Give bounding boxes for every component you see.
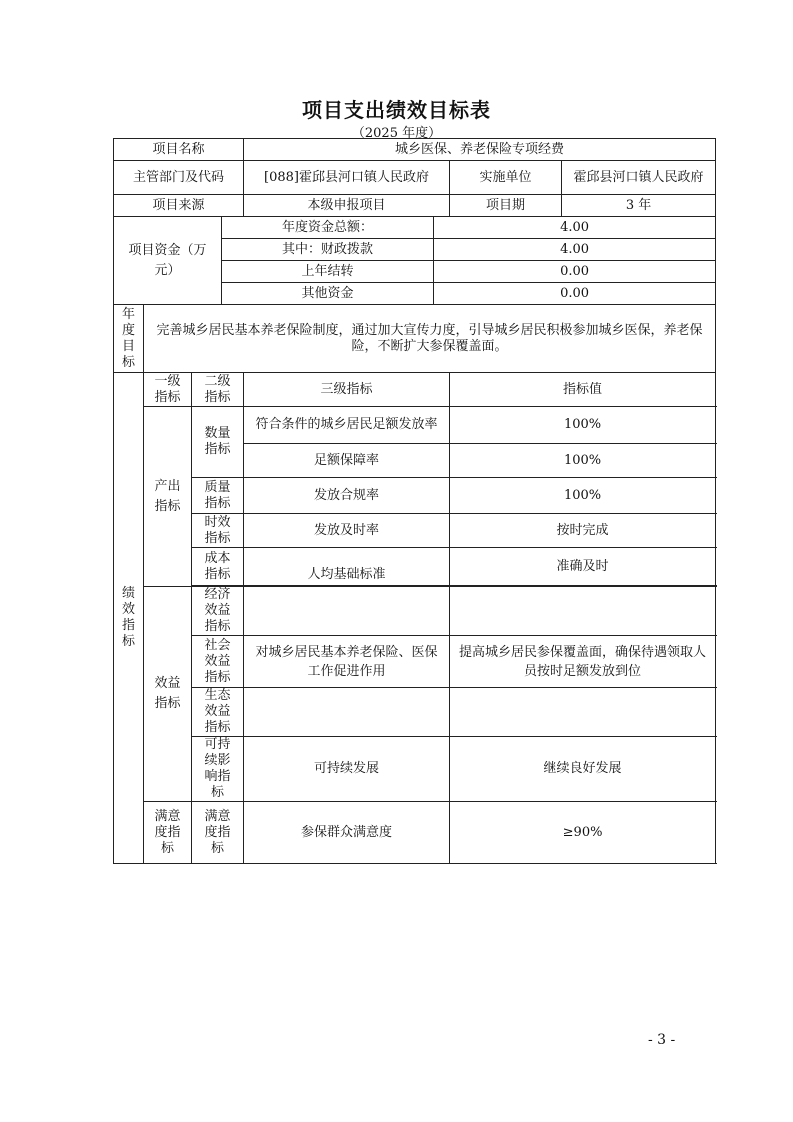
project-source-value: 本级申报项目 (244, 195, 450, 217)
annual-goal-label: 年度目标 (114, 305, 144, 373)
page-title: 项目支出绩效目标表 (302, 98, 491, 122)
economic-value (450, 587, 716, 636)
year-subtitle: （2025 年度） (351, 126, 442, 141)
funds-total-value: 4.00 (434, 217, 716, 239)
funds-carryover-label: 上年结转 (222, 261, 434, 283)
project-period-label: 项目期 (450, 195, 562, 217)
quantity-item-1-name: 符合条件的城乡居民足额发放率 (244, 407, 450, 444)
quality-name: 发放合规率 (244, 478, 450, 514)
project-name-value: 城乡医保、养老保险专项经费 (244, 139, 716, 161)
implementing-unit-value: 霍邱县河口镇人民政府 (562, 161, 716, 195)
department-label: 主管部门及代码 (114, 161, 244, 195)
page-number: - 3 - (648, 1032, 676, 1048)
project-period-value: 3 年 (562, 195, 716, 217)
social-indicator-label: 社会效益指标 (192, 636, 244, 688)
performance-target-table (113, 138, 716, 864)
department-value: [088]霍邱县河口镇人民政府 (244, 161, 450, 195)
quality-indicator-label: 质量指标 (192, 478, 244, 514)
funds-total-label: 年度资金总额： (222, 217, 434, 239)
header-level2: 二级指标 (192, 373, 244, 407)
annual-goal-text: 完善城乡居民基本养老保险制度，通过加大宣传力度，引导城乡居民积极参加城乡医保，养老保险，不断扩大参保覆盖面。 (144, 305, 716, 373)
header-level1: 一级指标 (144, 373, 192, 407)
ecological-indicator-label: 生态效益指标 (192, 688, 244, 737)
social-value: 提高城乡居民参保覆盖面，确保待遇领取人员按时足额发放到位 (450, 636, 716, 688)
header-level3: 三级指标 (244, 373, 450, 407)
implementing-unit-label: 实施单位 (450, 161, 562, 195)
funds-fiscal-label: 其中：财政拨款 (222, 239, 434, 261)
funds-fiscal-value: 4.00 (434, 239, 716, 261)
satisfaction-sub-label: 满意度指标 (192, 802, 244, 864)
quantity-item-2-name: 足额保障率 (244, 444, 450, 478)
output-indicator-label: 产出指标 (144, 407, 192, 587)
timeliness-name: 发放及时率 (244, 514, 450, 548)
satisfaction-name: 参保群众满意度 (244, 802, 450, 864)
benefit-indicator-label: 效益指标 (144, 587, 192, 802)
sustainable-name: 可持续发展 (244, 737, 450, 802)
funds-other-label: 其他资金 (222, 283, 434, 305)
funds-label: 项目资金（万元） (114, 217, 222, 305)
funds-other-value: 0.00 (434, 283, 716, 305)
sustainable-indicator-label: 可持续影响指标 (192, 737, 244, 802)
social-name: 对城乡居民基本养老保险、医保工作促进作用 (244, 636, 450, 688)
economic-name (244, 587, 450, 636)
sustainable-value: 继续良好发展 (450, 737, 716, 802)
indicators-label: 绩效指标 (114, 373, 144, 864)
satisfaction-indicator-label: 满意度指标 (144, 802, 192, 864)
funds-carryover-value: 0.00 (434, 261, 716, 283)
quality-value: 100% (450, 478, 716, 514)
project-source-label: 项目来源 (114, 195, 244, 217)
cost-name: 人均基础标准 (244, 548, 450, 586)
quantity-item-1-value: 100% (450, 407, 716, 444)
project-name-label: 项目名称 (114, 139, 244, 161)
quantity-indicator-label: 数量指标 (192, 407, 244, 478)
cost-value: 准确及时 (450, 548, 716, 586)
timeliness-value: 按时完成 (450, 514, 716, 548)
ecological-name (244, 688, 450, 737)
header-value: 指标值 (450, 373, 716, 407)
ecological-value (450, 688, 716, 737)
timeliness-indicator-label: 时效指标 (192, 514, 244, 548)
quantity-item-2-value: 100% (450, 444, 716, 478)
satisfaction-value: ≥90% (450, 802, 716, 864)
economic-indicator-label: 经济效益指标 (192, 587, 244, 636)
cost-indicator-label: 成本指标 (192, 548, 244, 586)
